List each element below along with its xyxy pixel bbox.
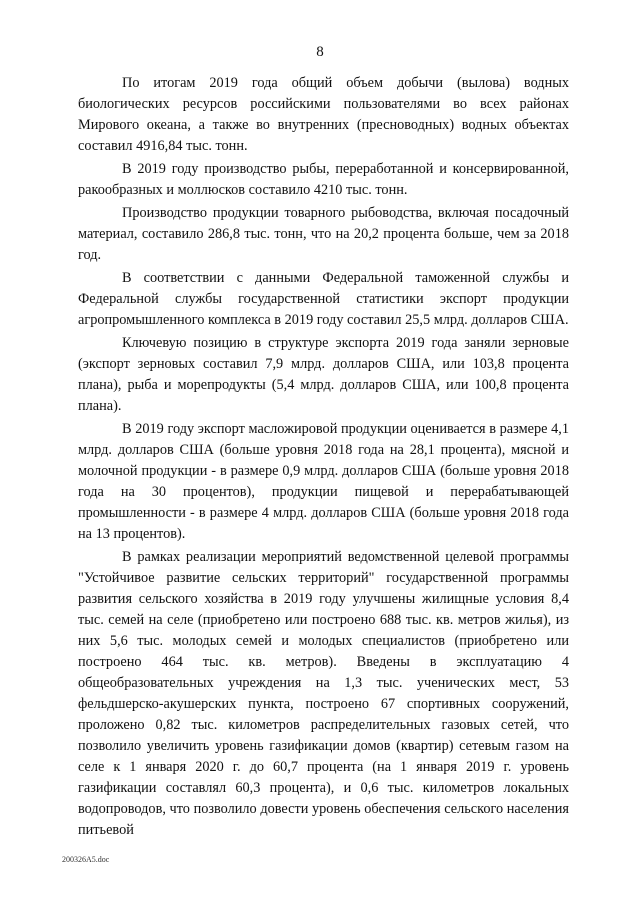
paragraph-fish-production: В 2019 году производство рыбы, переработанной и консервированной, ракообразных и моллюсков составило 4210 тыс. тонн. xyxy=(78,161,569,198)
paragraph-oil-meat-export: В 2019 году экспорт масложировой продукции оценивается в размере 4,1 млрд. долларов США (больше уровня 2018 года на 28,1 процента), мясной и молочной продукции - в размере 0,9 млрд. долларов США (больше уровня 2018 года на 30 процентов), продукции пищевой и перерабатывающей промышленности - в размере 4 млрд. долларов США (больше уровня 2018 года на 13 процентов). xyxy=(78,421,569,542)
paragraph-agro-export: В соответствии с данными Федеральной таможенной службы и Федеральной службы государственной статистики экспорт продукции агропромышленного комплекса в 2019 году составил 25,5 млрд. долларов США. xyxy=(78,270,569,328)
paragraph-rural-development: В рамках реализации мероприятий ведомственной целевой программы "Устойчивое развитие сельских территорий" государственной программы развития сельского хозяйства в 2019 году улучшены жилищные условия 8,4 тыс. семей на селе (приобретено или построено 688 тыс. кв. метров жилья), из них 5,6 тыс. молодых семей и молодых специалистов (приобретено или построено 464 тыс. кв. метров). Введены в эксплуатацию 4 общеобразовательных учреждения на 1,3 тыс. ученических мест, 53 фельдшерско-акушерских пункта, построено 67 спортивных сооружений, проложено 0,82 тыс. километров распределительных газовых сетей, что позволило увеличить уровень газификации домов (квартир) сетевым газом на селе к 1 января 2020 г. до 60,7 процента (на 1 января 2019 г. уровень газификации составлял 60,3 процента), и 0,6 тыс. километров локальных водопроводов, что позволило довести уровень обеспечения сельского населения питьевой xyxy=(78,549,569,838)
document-body xyxy=(78,73,569,843)
paragraph-fish-catch: По итогам 2019 года общий объем добычи (вылова) водных биологических ресурсов российскими пользователями во всех районах Мирового океана, а также во внутренних (пресноводных) водных объектах составил 4916,84 тыс. тонн. xyxy=(78,75,569,154)
footer-filename: 200326A5.doc xyxy=(62,855,110,864)
paragraph-aquaculture: Производство продукции товарного рыбоводства, включая посадочный материал, составило 286,8 тыс. тонн, что на 20,2 процента больше, чем за 2018 год. xyxy=(78,205,569,263)
paragraph-export-structure: Ключевую позицию в структуре экспорта 2019 года заняли зерновые (экспорт зерновых составил 7,9 млрд. долларов США, или 103,8 процента плана), рыба и морепродукты (5,4 млрд. долларов США, или 100,8 процента плана). xyxy=(78,335,569,414)
page-number: 8 xyxy=(316,44,324,60)
